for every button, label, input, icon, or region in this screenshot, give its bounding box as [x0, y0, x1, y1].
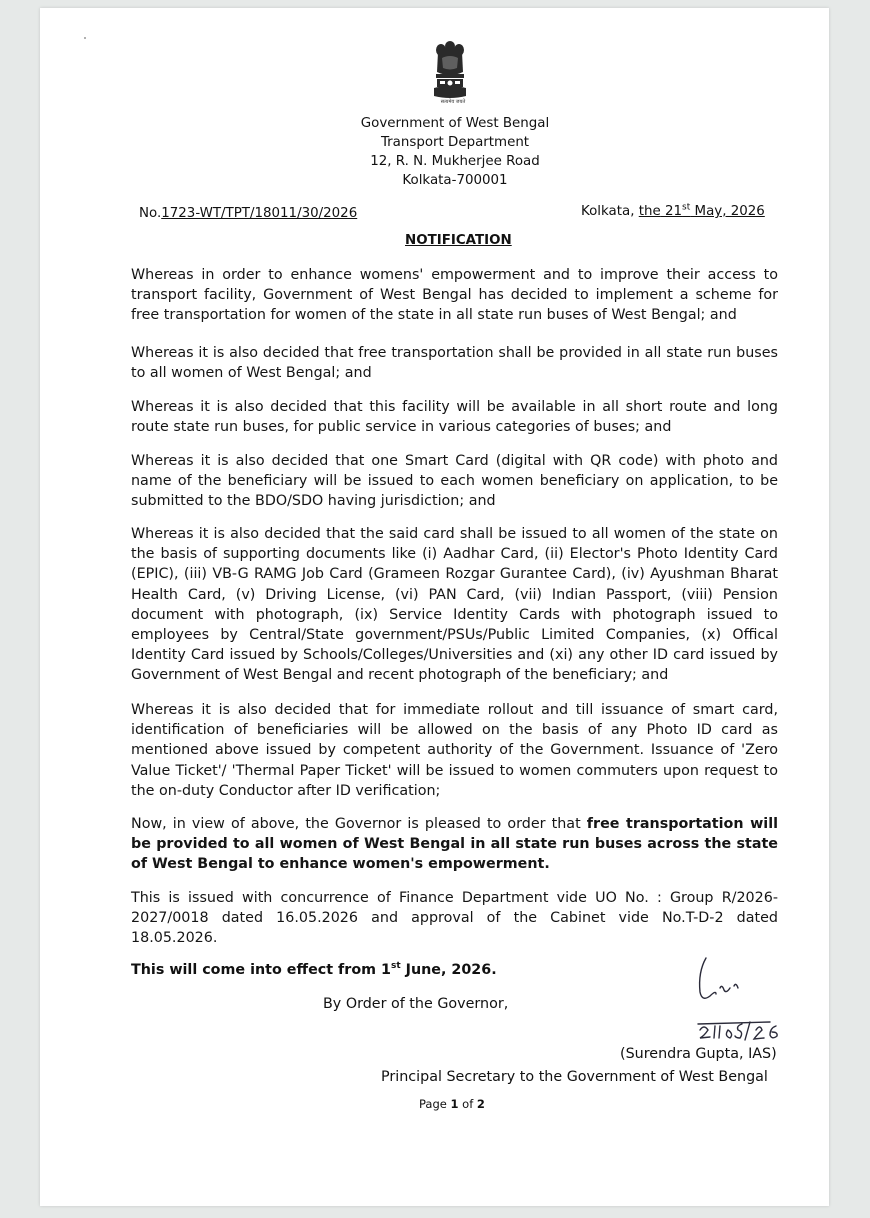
page-current: 1 [450, 1097, 459, 1111]
letterhead-city: Kolkata-700001 [402, 173, 508, 188]
effective-date-text: This will come into effect from 1 [131, 962, 391, 978]
signer-name: (Surendra Gupta, IAS) [620, 1046, 777, 1062]
letterhead [300, 114, 610, 190]
letterhead-address: 12, R. N. Mukherjee Road [370, 154, 540, 169]
dateline-date [639, 204, 765, 219]
handwritten-signature [690, 952, 790, 1047]
emblem-motto: सत्यमेव जयते [440, 99, 466, 105]
paragraph-4: Whereas it is also decided that one Smart Card (digital with QR code) with photo and name of the beneficiary will be issued to each women beneficiary on application, to be submitted to the BDO/SDO having jurisdiction; and [131, 453, 778, 510]
effective-date [131, 962, 497, 978]
order-lead: Now, in view of above, the Governor is pleased to order that [131, 816, 581, 832]
dateline-month-year: May, 2026 [694, 204, 765, 219]
concurrence-paragraph: This is issued with concurrence of Finance Department vide UO No. : Group R/2026-2027/0018 dated 16.05.2026 and approval of the Cabinet vide No.T-D-2 dated 18.05.2026. [131, 890, 778, 947]
signer-designation: Principal Secretary to the Government of West Bengal [381, 1069, 768, 1085]
page-number [419, 1097, 485, 1111]
document-title: NOTIFICATION [405, 233, 512, 248]
page-total: 2 [476, 1097, 485, 1111]
reference-value: 1723-WT/TPT/18011/30/2026 [161, 206, 358, 221]
dateline-day: 21 [664, 204, 683, 219]
order-paragraph [131, 814, 778, 875]
dateline-day-suffix: st [682, 202, 691, 213]
letterhead-government: Government of West Bengal [360, 116, 550, 131]
state-emblem-icon [430, 38, 470, 106]
reference-number [139, 206, 357, 221]
paragraph-6: Whereas it is also decided that for immediate rollout and till issuance of smart card, identification of beneficiaries will be allowed on the basis of any Photo ID card as mentioned above issued by competent authority of the Government. Issuance of 'Zero Value Ticket'/ 'Thermal Paper Ticket' will be issued to women commuters upon request to the on-duty Conductor after ID verification; [131, 702, 778, 799]
page-label: Page [419, 1097, 447, 1111]
letterhead-department: Transport Department [380, 135, 530, 150]
effective-date-suffix: st [390, 961, 401, 972]
paragraph-2: Whereas it is also decided that free transportation shall be provided in all state run buses to all women of West Bengal; and [131, 345, 778, 382]
order-emphasis: free transportation will be provided to all women of West Bengal in all state run buses across the state of West Bengal to enhance women's empowerment. [131, 816, 778, 873]
dateline [581, 204, 765, 219]
effective-date-rest: June, 2026. [405, 962, 497, 978]
dateline-the: the [638, 204, 661, 219]
by-order-line: By Order of the Governor, [323, 996, 509, 1012]
paragraph-5: Whereas it is also decided that the said card shall be issued to all women of the state on the basis of supporting documents like (i) Aadhar Card, (ii) Elector's Photo Identity Card (EPIC), (iii) VB-G RAMG Job Card (Grameen Rozgar Gurantee Card), (iv) Ayushman Bharat Health Card, (v) Driving License, (vi) PAN Card, (vii) Indian Passport, (viii) Pension document with photograph, (ix) Service Identity Cards with photograph issued to employees by Central/State government/PSUs/Public Limited Companies, (x) Offical Identity Card issued by Schools/Colleges/Universities and (xi) any other ID card issued by Government of West Bengal and recent photograph of the beneficiary; and [131, 526, 778, 684]
scan-speck [84, 37, 86, 39]
paragraph-3: Whereas it is also decided that this facility will be available in all short route and long route state run buses, for public service in various categories of buses; and [131, 399, 778, 436]
reference-prefix: No. [139, 206, 162, 221]
paragraph-1: Whereas in order to enhance womens' empowerment and to improve their access to transport facility, Government of West Bengal has decided to implement a scheme for free transportation for women of the state in all state run buses of West Bengal; and [131, 267, 778, 324]
page-of: of [462, 1097, 474, 1111]
dateline-place: Kolkata, [581, 204, 635, 219]
